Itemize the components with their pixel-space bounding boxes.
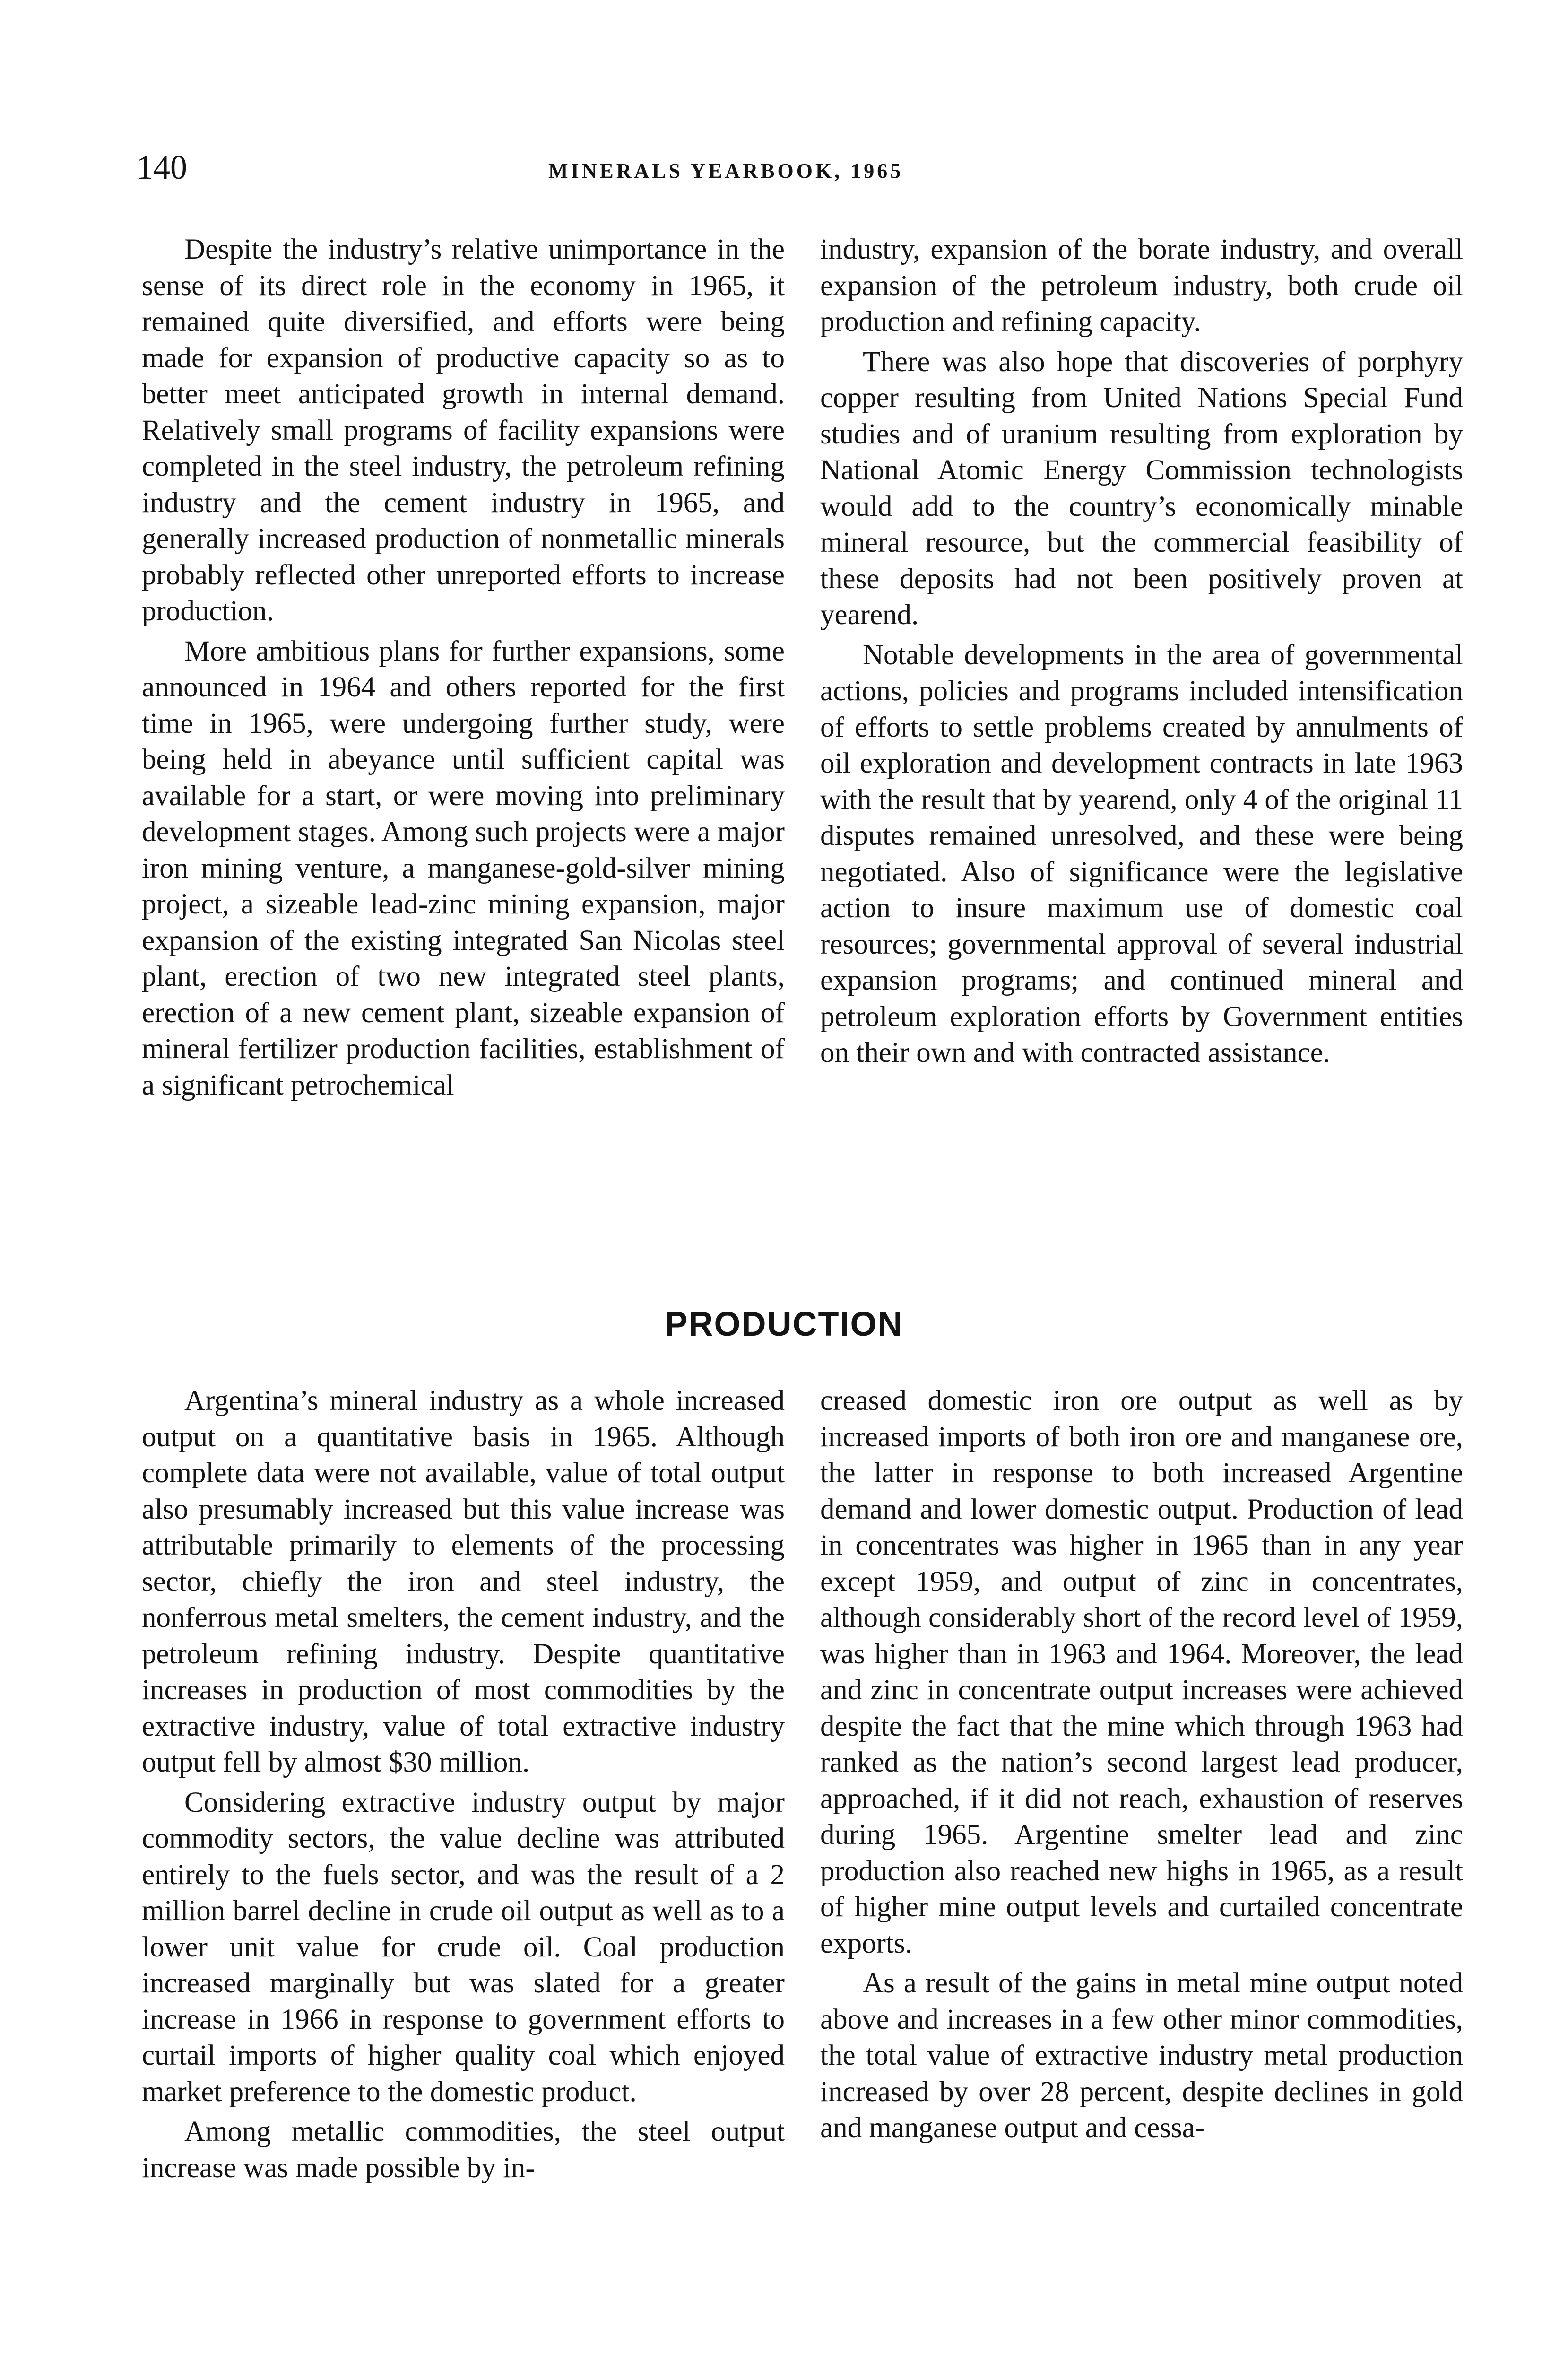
paragraph: As a result of the gains in metal mine output noted above and increases in a few other minor commodities, the total value of extractive industry metal production increased by over 28 percent, despite declines in gold and manganese output and cessa- [820,1967,1463,2144]
column-bottom-right [820,1383,1463,2147]
paragraph: There was also hope that discoveries of porphyry copper resulting from United Nations Special Fund studies and of uranium resulting from exploration by National Atomic Energy Commission technologists would add to the country’s economically minable mineral resource, but the commercial feasibility of these deposits had not been positively proven at yearend. [820,346,1463,631]
column-top-left [142,232,785,1104]
running-head: MINERALS YEARBOOK, 1965 [548,159,904,183]
paragraph: Among metallic commodities, the steel output increase was made possible by in- [142,2116,785,2184]
paragraph: More ambitious plans for further expansions, some announced in 1964 and others reported for the first time in 1965, were undergoing further study, were being held in abeyance until sufficient capital was available for a start, or were moving into preliminary development stages. Among such projects were a major iron mining venture, a manganese-gold-silver mining project, a sizeable lead-zinc mining expansion, major expansion of the existing integrated San Nicolas steel plant, erection of two new integrated steel plants, erection of a new cement plant, sizeable expansion of mineral fertilizer production facilities, establishment of a significant petrochemical [142,635,785,1101]
paragraph: industry, expansion of the borate industry, and overall expansion of the petroleum industry, both crude oil production and refining capacity. [820,234,1463,338]
paragraph: creased domestic iron ore output as well as by increased imports of both iron ore and manganese ore, the latter in response to both increased Argentine demand and lower domestic output. Production of lead in concentrates was higher in 1965 than in any year except 1959, and output of zinc in concentrates, although considerably short of the record level of 1959, was higher than in 1963 and 1964. Moreover, the lead and zinc in concentrate output increases were achieved despite the fact that the mine which through 1963 had ranked as the nation’s second largest lead producer, approached, if it did not reach, exhaustion of reserves during 1965. Argentine smelter lead and zinc production also reached new highs in 1965, as a result of higher mine output levels and curtailed concentrate exports. [820,1385,1463,1959]
section-heading: PRODUCTION [665,1305,903,1343]
paragraph: Considering extractive industry output by major commodity sectors, the value decline was attributed entirely to the fuels sector, and was the result of a 2 million barrel decline in crude oil output as well as to a lower unit value for crude oil. Coal production increased marginally but was slated for a greater increase in 1966 in response to government efforts to curtail imports of higher quality coal which enjoyed market preference to the domestic product. [142,1786,785,2108]
paragraph: Despite the industry’s relative unimportance in the sense of its direct role in the economy in 1965, it remained quite diversified, and efforts were being made for expansion of productive capacity so as to better meet anticipated growth in internal demand. Relatively small programs of facility expansions were completed in the steel industry, the petroleum refining industry and the cement industry in 1965, and generally increased production of nonmetallic minerals probably reflected other unreported efforts to increase production. [142,234,785,627]
page-number: 140 [136,148,187,186]
column-bottom-left [142,1383,785,2186]
column-top-right [820,232,1463,1071]
paragraph: Notable developments in the area of governmental actions, policies and programs included intensification of efforts to settle problems created by annulments of oil exploration and development contracts in late 1963 with the result that by yearend, only 4 of the original 11 disputes remained unresolved, and these were being negotiated. Also of significance were the legislative action to insure maximum use of domestic coal resources; governmental approval of several industrial expansion programs; and continued mineral and petroleum exploration efforts by Government entities on their own and with contracted assistance. [820,639,1463,1069]
paragraph: Argentina’s mineral industry as a whole increased output on a quantitative basis in 1965. Although complete data were not available, value of total output also presumably increased but this value increase was attributable primarily to elements of the processing sector, chiefly the iron and steel industry, the nonferrous metal smelters, the cement industry, and the petroleum refining industry. Despite quantitative increases in production of most commodities by the extractive industry, value of total extractive industry output fell by almost $30 million. [142,1385,785,1778]
